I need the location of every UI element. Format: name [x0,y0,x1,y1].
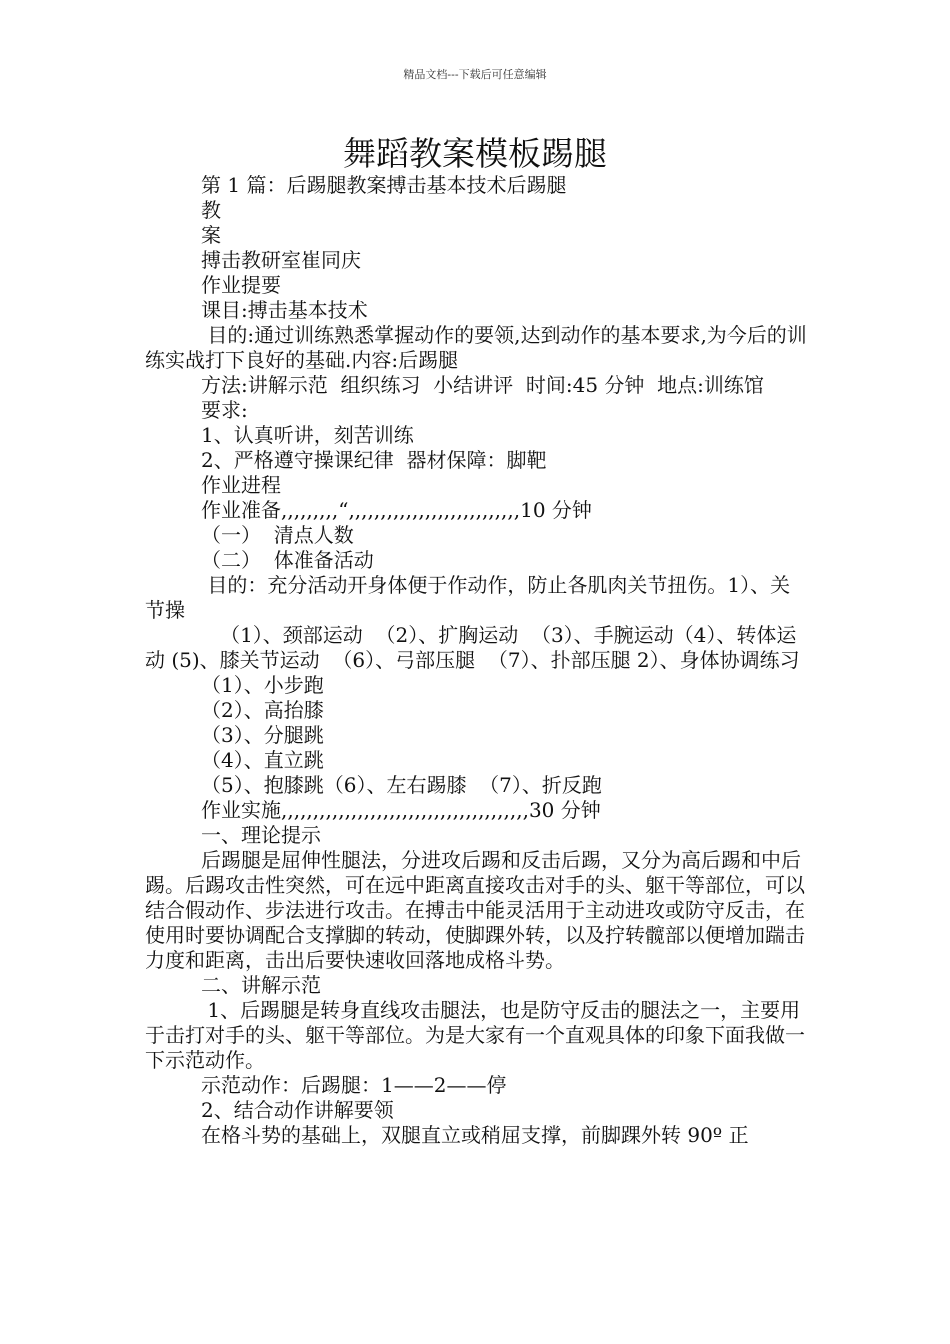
paragraph: 课目:搏击基本技术 [201,298,368,322]
section-heading: 二、讲解示范 [201,973,321,997]
chapter-heading: 第 1 篇：后踢腿教案搏击基本技术后踢腿 [201,173,567,197]
document-title: 舞蹈教案模板踢腿 [343,134,607,173]
document-body [145,173,810,1148]
list-item: （1）、小步跑 [201,673,324,697]
list-item: （2）、高抬膝 [201,698,324,722]
page-header-note: 精品文档---下载后可任意编辑 [403,68,547,81]
list-item: 2、严格遵守操课纪律 器材保障：脚靶 [201,448,547,472]
paragraph: 在格斗势的基础上，双腿直立或稍屈支撑，前脚踝外转 90º 正 [201,1123,749,1147]
list-item: （二） 体准备活动 [201,548,374,572]
paragraph: 1、后踢腿是转身直线攻击腿法，也是防守反击的腿法之一，主要用于击打对手的头、躯干等部位。为是大家有一个直观具体的印象下面我做一下示范动作。 [145,998,805,1072]
paragraph: 方法:讲解示范 组织练习 小结讲评 时间:45 分钟 地点:训练馆 [201,373,764,397]
paragraph: 后踢腿是屈伸性腿法，分进攻后踢和反击后踢，又分为高后踢和中后踢。后踢攻击性突然，可在远中距离直接攻击对手的头、躯干等部位，可以结合假动作、步法进行攻击。在搏击中能灵活用于主动进攻或防守反击，在使用时要协调配合支撑脚的转动，使脚踝外转，以及拧转髋部以便增加踹击力度和距离，击出后要快速收回落地成格斗势。 [145,848,805,972]
paragraph: 作业实施,,,,,,,,,,,,,,,,,,,,,,,,,,,,,,,,,,,,,,,30 分钟 [201,798,601,822]
paragraph: 目的:通过训练熟悉掌握动作的要领,达到动作的基本要求,为今后的训练实战打下良好的基础.内容:后踢腿 [145,323,807,372]
paragraph: （1）、颈部运动 （2）、扩胸运动 （3）、手腕运动（4）、转体运动 (5)、膝关节运动 （6）、弓部压腿 （7）、扑部压腿 2）、身体协调练习 [145,623,800,672]
paragraph: 搏击教研室崔同庆 [201,248,361,272]
paragraph: 要求: [201,398,248,422]
section-heading: 作业提要 [201,273,281,297]
list-item: （4）、直立跳 [201,748,324,772]
list-item: （5）、抱膝跳（6）、左右踢膝 （7）、折反跑 [201,773,602,797]
paragraph: 教 [201,198,221,222]
list-item: （一） 清点人数 [201,523,354,547]
section-heading: 作业进程 [201,473,281,497]
list-item: （3）、分腿跳 [201,723,324,747]
paragraph: 2、结合动作讲解要领 [201,1098,394,1122]
list-item: 1、认真听讲，刻苦训练 [201,423,414,447]
paragraph: 示范动作：后踢腿：1——2——停 [201,1073,507,1097]
section-heading: 一、理论提示 [201,823,321,847]
paragraph: 目的：充分活动开身体便于作动作，防止各肌肉关节扭伤。1）、关节操 [145,573,791,622]
paragraph: 案 [201,223,221,247]
paragraph: 作业准备,,,,,,,,,“,,,,,,,,,,,,,,,,,,,,,,,,,,,10 分钟 [201,498,592,522]
